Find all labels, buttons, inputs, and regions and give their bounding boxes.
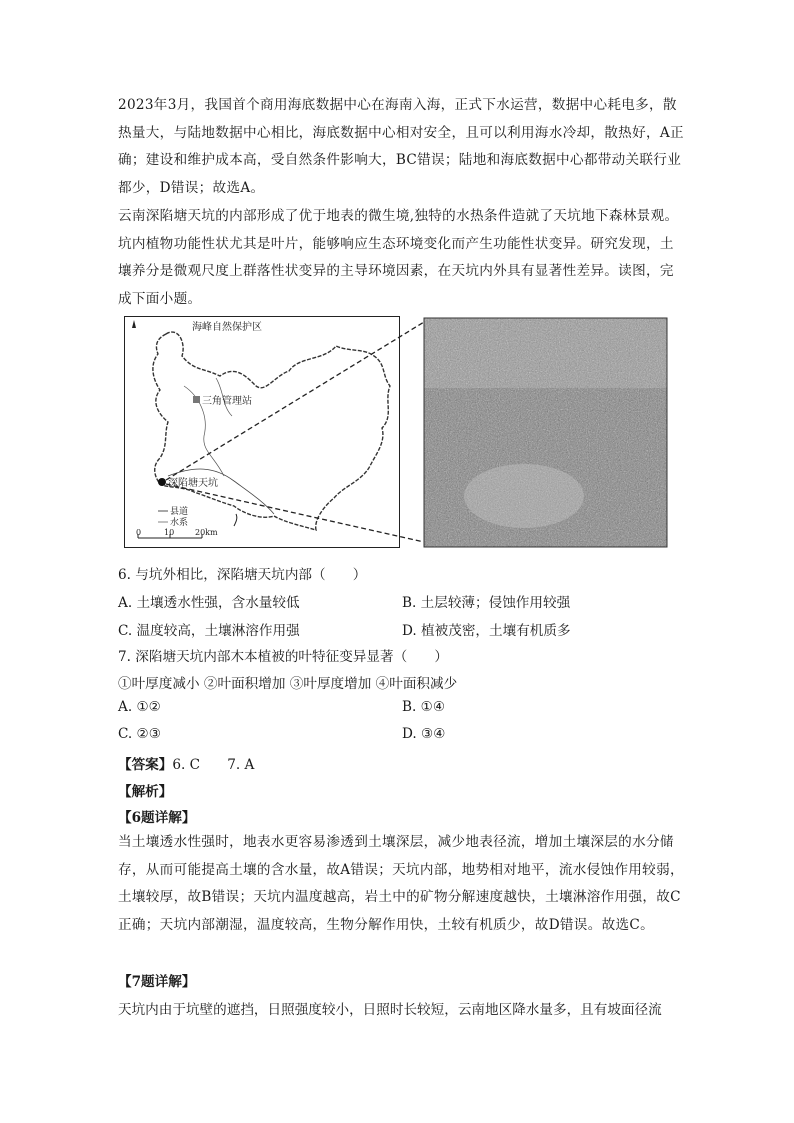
q7-option-a: A. ①② (118, 699, 161, 715)
q6-option-c: C. 温度较高，土壤淋溶作用强 (118, 623, 300, 639)
map-title: 海峰自然保护区 (192, 322, 262, 333)
q6-option-a: A. 土壤透水性强，含水量较低 (118, 595, 300, 611)
legend-road-label: 县道 (170, 507, 189, 517)
detail7-label: 【7题详解】 (118, 974, 196, 990)
station-marker (193, 396, 200, 403)
q7-items: ①叶厚度减小 ②叶面积增加 ③叶厚度增加 ④叶面积减少 (118, 676, 458, 692)
sinkhole-label: 深陷塘天坑 (168, 478, 218, 489)
legend-water-label: 水系 (170, 518, 189, 528)
q6-stem: 6. 与坑外相比，深陷塘天坑内部（ ） (118, 567, 367, 583)
q7-option-b: B. ①④ (402, 699, 446, 715)
material-paragraph: 云南深陷塘天坑的内部形成了优于地表的微生境,独特的水热条件造就了天坑地下森林景观。坑内植物功能性状尤其是叶片，能够响应生态环境变化而产生功能性状变异。研究发现，土壤养分是微观尺度上群落性状变异的主导环境因素，在天坑内外具有显著性差异。读图，完成下面小题。 (118, 208, 679, 307)
scale-label-10: 10 (164, 528, 175, 537)
q7-option-d: D. ③④ (402, 726, 446, 742)
analysis-label: 【解析】 (118, 784, 173, 800)
detail6-text: 当土壤透水性强时，地表水更容易渗透到土壤深层，减少地表径流，增加土壤深层的水分储存，从而可能提高土壤的含水量，故A错误；天坑内部，地势相对地平，流水侵蚀作用较弱，土壤较厚，故B错误；天坑内温度越高，岩土中的矿物分解速度越快，土壤淋溶作用强，故C正确；天坑内部潮湿，温度较高，生物分解作用快，土较有机质少，故D错误。故选C。 (118, 834, 684, 933)
answer-line (118, 753, 254, 773)
station-label: 三角管理站 (202, 396, 252, 407)
detail7-text: 天坑内由于坑壁的遮挡，日照强度较小，日照时长较短，云南地区降水量多，且有坡面径流 (118, 1002, 662, 1018)
detail6-label: 【6题详解】 (118, 810, 196, 826)
scale-label-20: 20km (195, 528, 218, 537)
scale-label-0: 0 (136, 528, 142, 537)
answer-label: 【答案】 (118, 757, 173, 773)
q6-option-d: D. 植被茂密，土壤有机质多 (402, 623, 571, 639)
map-figure (124, 316, 669, 549)
answer-value: 6. C 7. A (172, 757, 255, 773)
q7-option-c: C. ②③ (118, 726, 161, 742)
q6-option-b: B. 土层较薄；侵蚀作用较强 (402, 595, 571, 611)
sinkhole-marker (158, 478, 166, 486)
q7-stem: 7. 深陷塘天坑内部木本植被的叶特征变异显著（ ） (118, 649, 448, 665)
intro-paragraph: 2023年3月，我国首个商用海底数据中心在海南入海，正式下水运营，数据中心耗电多，散热量大，与陆地数据中心相比，海底数据中心相对安全，且可以利用海水冷却，散热好，A正确；建设和维护成本高，受自然条件影响大，BC错误；陆地和海底数据中心都带动关联行业都少，D错误；故选A。 (118, 97, 684, 196)
sinkhole-photo (424, 318, 667, 547)
